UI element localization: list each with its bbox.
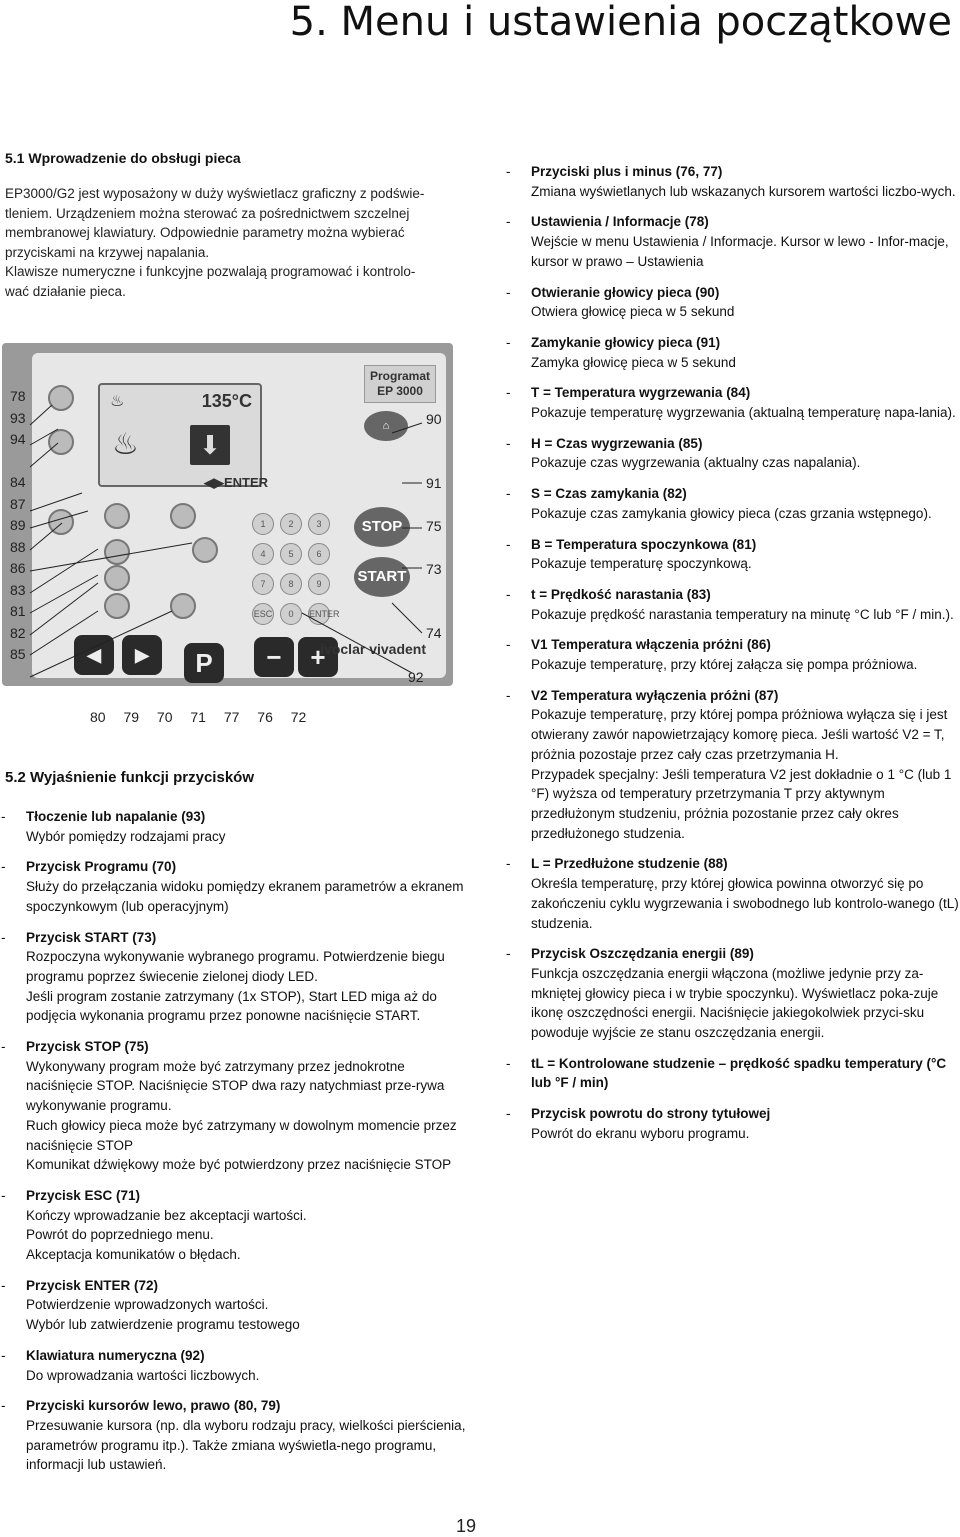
description-line: Kończy wprowadzanie bez akceptacji wartości. bbox=[26, 1207, 307, 1223]
function-title: - tL = Kontrolowane studzenie – prędkość spadku temperatury (°C lub °F / min) bbox=[531, 1055, 947, 1091]
function-title: - Klawiatura numeryczna (92) bbox=[26, 1347, 205, 1363]
description-line: Pokazuje temperaturę spoczynkową. bbox=[531, 556, 752, 572]
function-title: - Przycisk START (73) bbox=[26, 929, 157, 945]
description-line: Otwiera głowicę pieca w 5 sekund bbox=[531, 304, 735, 320]
keypad-key[interactable]: 0 bbox=[280, 603, 302, 625]
function-list-item bbox=[505, 333, 960, 372]
down-arrow-icon: ⬇ bbox=[190, 425, 230, 465]
function-list-item bbox=[505, 635, 960, 674]
brand-label: Programat EP 3000 bbox=[364, 365, 436, 403]
description-line: Zamyka głowicę pieca w 5 sekund bbox=[531, 354, 736, 370]
description-line: Do wprowadzania wartości liczbowych. bbox=[26, 1367, 260, 1383]
intro-line: wać działanie pieca. bbox=[5, 283, 126, 299]
function-description bbox=[531, 504, 960, 524]
function-list-item bbox=[505, 585, 960, 624]
function-description bbox=[26, 877, 470, 916]
description-line: Pokazuje prędkość narastania temperatury na minutę °C lub °F / min.). bbox=[531, 606, 954, 622]
intro-line: membranowej klawiatury. Odpowiednie parametry można wybierać bbox=[5, 225, 405, 240]
function-list-item bbox=[505, 283, 960, 322]
section-heading-intro: 5.1 Wprowadzenie do obsługi pieca bbox=[5, 150, 241, 166]
description-line: Potwierdzenie wprowadzonych wartości. bbox=[26, 1297, 269, 1313]
function-list-item bbox=[505, 686, 960, 844]
function-title: - t = Prędkość narastania (83) bbox=[531, 586, 711, 602]
intro-line: tleniem. Urządzeniem można sterować za pośrednictwem szczelnej bbox=[5, 205, 410, 221]
function-title: - Tłoczenie lub napalanie (93) bbox=[26, 809, 206, 824]
function-title: - Przycisk powrotu do strony tytułowej bbox=[531, 1106, 771, 1122]
keypad-key[interactable]: 5 bbox=[280, 543, 302, 565]
description-line: Wybór pomiędzy rodzajami pracy bbox=[26, 828, 226, 844]
section-heading-buttons: 5.2 Wyjaśnienie funkcji przycisków bbox=[5, 769, 254, 786]
minus-button[interactable]: − bbox=[254, 637, 294, 677]
function-list-item bbox=[505, 484, 960, 523]
bottom-callout-numbers: 80 79 70 71 77 76 72 bbox=[90, 709, 307, 725]
function-title: - H = Czas wygrzewania (85) bbox=[531, 435, 703, 451]
intro-line: przyciskami na krzywej napalania. bbox=[5, 244, 210, 260]
function-title: - Przycisk ENTER (72) bbox=[26, 1277, 159, 1293]
enter-cursor-label: ◀▶ENTER bbox=[204, 475, 269, 490]
function-list-item bbox=[0, 857, 470, 916]
cursor-right-button[interactable]: ▶ bbox=[122, 635, 162, 675]
function-list-item bbox=[505, 212, 960, 271]
cursor-left-button[interactable]: ◀ bbox=[74, 635, 114, 675]
callout-number: 84 bbox=[10, 474, 26, 490]
page-title: 5. Menu i ustawienia początkowe bbox=[289, 0, 952, 45]
display-temperature: 135°C bbox=[201, 391, 252, 411]
description-line: Rozpoczyna wykonywanie wybranego programu. Potwierdzenie biegu programu poprzez świecenie zielonej diody LED. bbox=[26, 949, 445, 984]
function-description bbox=[531, 964, 960, 1043]
function-list-item bbox=[0, 807, 470, 846]
function-title: - Przycisk STOP (75) bbox=[26, 1039, 149, 1055]
function-list-item bbox=[0, 1186, 470, 1265]
description-line: Akceptacja komunikatów o błędach. bbox=[26, 1247, 241, 1263]
function-title: - V1 Temperatura włączenia próżni (86) bbox=[531, 637, 771, 653]
function-description bbox=[531, 655, 960, 675]
description-line: Pokazuje czas wygrzewania (aktualny czas napalania). bbox=[531, 455, 861, 471]
function-list-item bbox=[505, 434, 960, 473]
callout-number: 73 bbox=[426, 561, 442, 577]
intro-line: Klawisze numeryczne i funkcyjne pozwalają programować i kontrolo- bbox=[5, 264, 416, 279]
description-line: Przesuwanie kursora (np. dla wyboru rodzaju pracy, wielkości pierścienia, parametrów programu itp.). Także zmiana wyświetla-nego programu, informacji lub ustawień. bbox=[26, 1417, 466, 1473]
callout-number: 82 bbox=[10, 625, 26, 641]
function-list-item bbox=[0, 1346, 470, 1385]
function-title: - V2 Temperatura wyłączenia próżni (87) bbox=[531, 687, 779, 703]
open-head-button[interactable]: ⌂ bbox=[364, 411, 408, 441]
keypad-key[interactable]: 2 bbox=[280, 513, 302, 535]
intro-line: EP3000/G2 jest wyposażony w duży wyświetlacz graficzny z podświe- bbox=[5, 186, 425, 201]
function-description bbox=[531, 874, 960, 933]
function-description bbox=[26, 827, 470, 847]
function-list-item bbox=[505, 1104, 960, 1143]
description-line: Pokazuje temperaturę, przy której załącza się pompa próżniowa. bbox=[531, 657, 918, 673]
function-description bbox=[531, 182, 960, 202]
callout-number: 78 bbox=[10, 388, 26, 404]
function-description bbox=[531, 403, 960, 423]
function-description bbox=[531, 453, 960, 473]
function-description bbox=[26, 1206, 470, 1265]
description-line: Jeśli program zostanie zatrzymany (1x STOP), Start LED miga aż do podjęcia wykonania programu przez ponowne naciśnięcie START. bbox=[26, 988, 437, 1024]
keypad-key[interactable]: 3 bbox=[308, 513, 330, 535]
function-list-item bbox=[0, 1396, 470, 1475]
function-description bbox=[531, 353, 960, 373]
description-line: Wykonywany program może być zatrzymany przez jednokrotne naciśnięcie STOP. Naciśnięcie STOP dwa razy natychmiast prze-rywa wykonywanie programu. bbox=[26, 1058, 445, 1114]
start-button[interactable]: START bbox=[354, 557, 410, 597]
description-line: Funkcja oszczędzania energii włączona (możliwe jedynie przy za-mkniętej głowicy pieca i w trybie spoczynku). Wyświetlacz poka-zuje ikonę oszczędności energii. Naciśnięcie jakiegokolwiek przyci-sku powoduje wyjście ze stanu oszczędzania energii. bbox=[531, 965, 939, 1041]
keypad-key[interactable]: 8 bbox=[280, 573, 302, 595]
function-title: - Ustawienia / Informacje (78) bbox=[531, 214, 709, 230]
callout-number: 74 bbox=[426, 625, 442, 641]
callout-number: 83 bbox=[10, 582, 26, 598]
callout-number: 86 bbox=[10, 560, 26, 576]
function-description bbox=[26, 1295, 470, 1334]
callout-number: 93 bbox=[10, 410, 26, 426]
function-title: - Przyciski plus i minus (76, 77) bbox=[531, 164, 723, 179]
control-panel-photo bbox=[2, 343, 453, 686]
callout-number: 88 bbox=[10, 539, 26, 555]
description-line: Służy do przełączania widoku pomiędzy ekranem parametrów a ekranem spoczynkowym (lub operacyjnym) bbox=[26, 879, 464, 914]
callout-lines bbox=[2, 343, 453, 686]
keypad-key[interactable]: 6 bbox=[308, 543, 330, 565]
function-description bbox=[531, 232, 960, 271]
description-line: Powrót do poprzedniego menu. bbox=[26, 1227, 214, 1243]
stop-button[interactable]: STOP bbox=[354, 507, 410, 547]
callout-number: 85 bbox=[10, 646, 26, 662]
callout-number: 92 bbox=[408, 669, 424, 685]
intro-paragraph bbox=[5, 184, 450, 301]
callout-number: 81 bbox=[10, 603, 26, 619]
description-line: Pokazuje temperaturę wygrzewania (aktualną temperaturę napa-lania). bbox=[531, 405, 956, 421]
function-title: - S = Czas zamykania (82) bbox=[531, 486, 687, 502]
function-title: - T = Temperatura wygrzewania (84) bbox=[531, 385, 751, 401]
function-title: - Przycisk ESC (71) bbox=[26, 1187, 141, 1203]
enter-key[interactable]: ENTER bbox=[308, 603, 330, 625]
function-list-item bbox=[0, 1276, 470, 1335]
esc-key[interactable]: ESC bbox=[252, 603, 274, 625]
function-description bbox=[531, 705, 960, 843]
function-list-item bbox=[0, 1037, 470, 1175]
left-function-list bbox=[0, 807, 470, 1486]
description-line: Wybór lub zatwierdzenie programu testowego bbox=[26, 1317, 300, 1333]
function-title: - B = Temperatura spoczynkowa (81) bbox=[531, 536, 757, 552]
description-line: Komunikat dźwiękowy może być potwierdzony przez naciśnięcie STOP bbox=[26, 1157, 452, 1173]
function-list-item bbox=[505, 162, 960, 201]
description-line: Pokazuje temperaturę, przy której pompa próżniowa wyłącza się i jest otwierany zawór napowietrzający komorę pieca. Jeśli wartość V2 = T, próżnia pozostaje przez cały czas przetrzymania H. bbox=[531, 707, 948, 762]
function-description bbox=[531, 302, 960, 322]
description-line: Ruch głowicy pieca może być zatrzymany w dowolnym momencie przez naciśnięcie STOP bbox=[26, 1117, 457, 1153]
function-description bbox=[26, 1416, 470, 1475]
function-list-item bbox=[505, 944, 960, 1043]
function-title: - Przycisk Programu (70) bbox=[26, 859, 177, 875]
callout-number: 94 bbox=[10, 431, 26, 447]
function-description bbox=[26, 947, 470, 1026]
plus-button[interactable]: + bbox=[298, 637, 338, 677]
function-title: - Przycisk Oszczędzania energii (89) bbox=[531, 946, 754, 962]
keypad-key[interactable]: 4 bbox=[252, 543, 274, 565]
function-description bbox=[531, 1124, 960, 1144]
callout-number: 75 bbox=[426, 518, 442, 534]
function-title: - Przyciski kursorów lewo, prawo (80, 79) bbox=[26, 1398, 281, 1414]
function-list-item bbox=[505, 535, 960, 574]
description-line: Powrót do ekranu wyboru programu. bbox=[531, 1125, 750, 1141]
function-list-item bbox=[505, 383, 960, 422]
right-function-list bbox=[505, 162, 960, 1155]
function-title: - L = Przedłużone studzenie (88) bbox=[531, 856, 728, 872]
function-description bbox=[531, 554, 960, 574]
page-number: 19 bbox=[456, 1516, 477, 1536]
callout-number: 91 bbox=[426, 475, 442, 491]
function-description bbox=[26, 1366, 470, 1386]
description-line: Określa temperaturę, przy której głowica powinna otworzyć się po zakończeniu cyklu wygrzewania i swobodnego lub kontrolo-wanego (tL) studzenia. bbox=[531, 876, 959, 931]
flame-icon: ♨ bbox=[112, 428, 139, 461]
description-line: Przypadek specjalny: Jeśli temperatura V2 jest dokładnie o 1 °C (lub 1 °F) wyższa od temperatury przetrzymania T przy aktywnym przedłużonym studzeniu, próżnia pozostanie przez cały okres przedłużonego studzenia. bbox=[531, 766, 952, 841]
maker-logo: ivoclar vivadent bbox=[320, 641, 426, 657]
description-line: Zmiana wyświetlanych lub wskazanych kursorem wartości liczbo-wych. bbox=[531, 183, 956, 199]
keypad-key[interactable]: 9 bbox=[308, 573, 330, 595]
description-line: Pokazuje czas zamykania głowicy pieca (czas grzania wstępnego). bbox=[531, 505, 932, 521]
callout-number: 87 bbox=[10, 496, 26, 512]
callout-number: 90 bbox=[426, 411, 442, 427]
function-title: - Zamykanie głowicy pieca (91) bbox=[531, 334, 721, 350]
program-button[interactable]: P bbox=[184, 643, 224, 683]
flame-small-icon: ♨ bbox=[110, 393, 125, 410]
function-description bbox=[531, 605, 960, 625]
description-line: Wejście w menu Ustawienia / Informacje. Kursor w lewo - Infor-macje, kursor w prawo – Ustawienia bbox=[531, 234, 949, 269]
function-list-item bbox=[505, 854, 960, 933]
function-description bbox=[26, 1057, 470, 1175]
keypad-key[interactable]: 7 bbox=[252, 573, 274, 595]
function-list-item bbox=[0, 928, 470, 1027]
keypad-key[interactable]: 1 bbox=[252, 513, 274, 535]
function-title: - Otwieranie głowicy pieca (90) bbox=[531, 284, 720, 300]
callout-number: 89 bbox=[10, 517, 26, 533]
function-list-item bbox=[505, 1054, 960, 1093]
